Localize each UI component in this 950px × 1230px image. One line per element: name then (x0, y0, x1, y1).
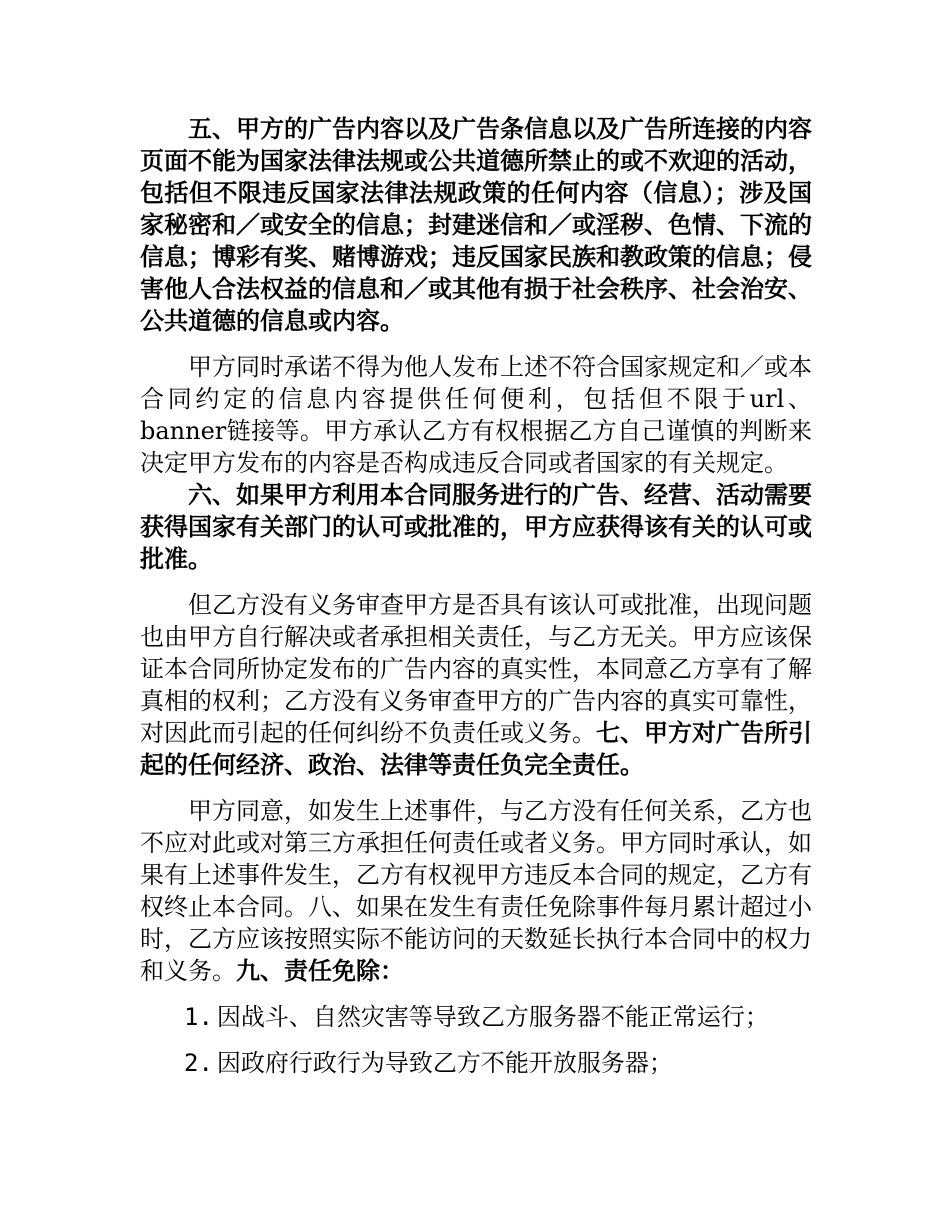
section-6-body: 但乙方没有义务审查甲方是否具有该认可或批准，出现问题也由甲方自行解决或者承担相关责任，与乙方无关。甲方应该保证本合同所协定发布的广告内容的真实性，本同意乙方享有了解真相的权利；乙方没有义务审查甲方的广告内容的真实可靠性，对因此而引起的任何纠纷不负责任或义务。 (140, 591, 812, 747)
document-page (140, 113, 812, 1079)
list-item (140, 1001, 812, 1033)
exemption-list (140, 1001, 812, 1079)
list-item (140, 1047, 812, 1079)
section-6-body-paragraph (140, 589, 812, 781)
list-item-number: 2. (184, 1049, 213, 1077)
section-7-body: 甲方同意，如发生上述事件，与乙方没有任何关系，乙方也不应对此或对第三方承担任何责任或者义务。甲方同时承认，如果有上述事件发生，乙方有权视甲方违反本合同的规定，乙方有权终止本合同。 (140, 797, 812, 921)
list-item-text: 因战斗、自然灾害等导致乙方服务器不能正常运行； (216, 1003, 769, 1031)
section-6-heading: 六、如果甲方利用本合同服务进行的广告、经营、活动需要获得国家有关部门的认可或批准的，甲方应获得该有关的认可或批准。 (140, 480, 812, 573)
list-item-number: 1. (184, 1003, 213, 1031)
section-7-heading: 七、甲方对广告所引起的任何经济、政治、法律等责任负完全责任。 (140, 718, 812, 779)
list-item-text: 因政府行政行为导致乙方不能开放服务器； (216, 1049, 673, 1077)
section-5-body: 甲方同时承诺不得为他人发布上述不符合国家规定和／或本合同约定的信息内容提供任何便利，包括但不限于url、banner链接等。甲方承认乙方有权根据乙方自己谨慎的判断来决定甲方发布的内容是否构成违反合同或者国家的有关规定。 (140, 353, 812, 477)
section-5-heading: 五、甲方的广告内容以及广告条信息以及广告所连接的内容页面不能为国家法律法规或公共道德所禁止的或不欢迎的活动，包括但不限违反国家法律法规政策的任何内容（信息）；涉及国家秘密和／或安全的信息；封建迷信和／或淫秽、色情、下流的信息；博彩有奖、赌博游戏；违反国家民族和教政策的信息；侵害他人合法权益的信息和／或其他有损于社会秩序、社会治安、公共道德的信息或内容。 (140, 114, 812, 335)
section-9-heading: 九、责任免除： (236, 956, 404, 985)
section-7-body-paragraph (140, 795, 812, 987)
section-8-text: 八、如果在发生有责任免除事件每月累计超过小时，乙方应该按照实际不能访问的天数延长执行本合同中的权力和义务。 (140, 893, 812, 985)
